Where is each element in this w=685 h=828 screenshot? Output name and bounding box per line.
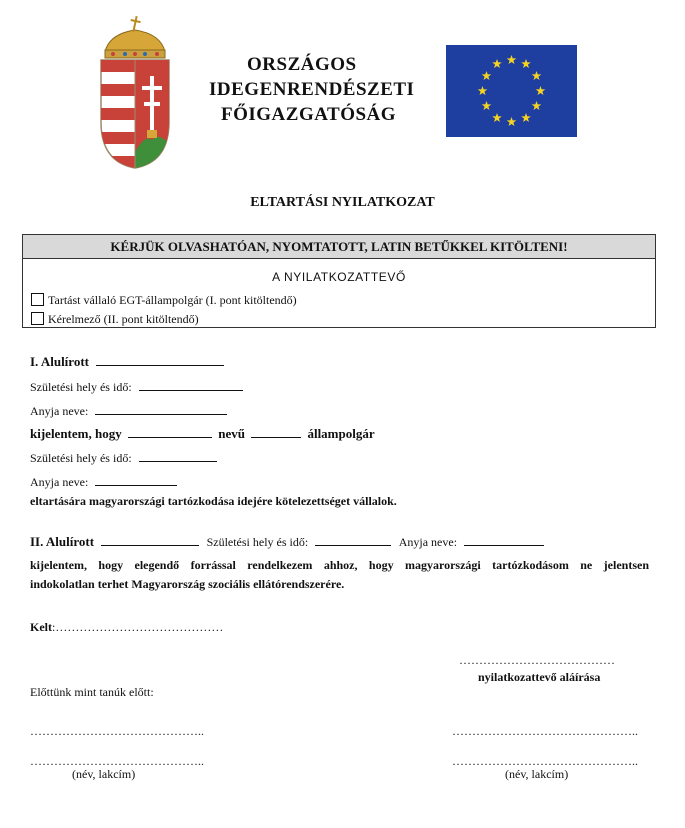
section1-signatory-line bbox=[30, 354, 224, 370]
instruction-header bbox=[23, 235, 655, 259]
section1-mother-label: Anyja neve: bbox=[30, 404, 89, 418]
kelt-date-field[interactable]: :…………………………………… bbox=[52, 620, 224, 634]
name-address-left: (név, lakcím) bbox=[72, 767, 136, 781]
section1-birth-field[interactable] bbox=[139, 379, 243, 391]
section1-mother2-field[interactable] bbox=[95, 474, 177, 486]
section2-line bbox=[30, 534, 544, 550]
section2-name-field[interactable] bbox=[101, 534, 199, 546]
section1-nationality-field[interactable] bbox=[251, 426, 301, 438]
section2-statement-line1: kijelentem, hogy elegendő forrással rendelkezem ahhoz, hogy magyarországi tartózkodásom ne jelentsen bbox=[30, 558, 649, 572]
section1-birth2-field[interactable] bbox=[139, 450, 217, 462]
section2-signatory-label: II. Alulírott bbox=[30, 534, 95, 549]
section1-name-field[interactable] bbox=[96, 354, 224, 366]
section1-closing: eltartására magyarországi tartózkodása idejére kötelezettséget vállalok. bbox=[30, 494, 397, 508]
section1-signatory-label: I. Alulírott bbox=[30, 354, 89, 369]
section1-birth-line bbox=[30, 379, 243, 395]
witness1-right-field[interactable]: ……………………………………….. bbox=[452, 724, 638, 738]
signature-dots[interactable]: ………………………………… bbox=[459, 653, 615, 667]
section1-mother2-line bbox=[30, 474, 177, 490]
witness1-left-field[interactable]: …………………………………….. bbox=[30, 724, 204, 738]
witness-label: Előttünk mint tanúk előtt: bbox=[30, 685, 154, 699]
section1-birth-label: Születési hely és idő: bbox=[30, 380, 132, 394]
instruction-box bbox=[22, 234, 656, 328]
signature-label: nyilatkozattevő aláírása bbox=[478, 670, 601, 684]
section2-mother-field[interactable] bbox=[464, 534, 544, 546]
kelt-label: Kelt bbox=[30, 620, 52, 634]
witness2-left-field[interactable]: …………………………………….. bbox=[30, 754, 204, 768]
section1-birth2-line bbox=[30, 450, 217, 466]
section1-mother2-label: Anyja neve: bbox=[30, 475, 89, 489]
option-applicant-checkbox[interactable] bbox=[31, 312, 44, 325]
section1-dependant-name-field[interactable] bbox=[128, 426, 212, 438]
eu-flag-logo bbox=[446, 45, 577, 137]
declarant-heading: A NYILATKOZATTEVŐ bbox=[272, 270, 406, 284]
option-applicant-label: Kérelmező (II. pont kitöltendő) bbox=[48, 312, 199, 326]
section2-birth-label: Születési hely és idő: bbox=[206, 535, 309, 549]
section1-declaration-line bbox=[30, 426, 375, 442]
section2-birth-field[interactable] bbox=[315, 534, 391, 546]
instruction-text: KÉRJÜK OLVASHATÓAN, NYOMTATOTT, LATIN BETŰKKEL KITÖLTENI! bbox=[110, 239, 568, 254]
witness2-right-field[interactable]: ……………………………………….. bbox=[452, 754, 638, 768]
option-applicant[interactable] bbox=[31, 312, 199, 327]
section1-declare-c: állampolgár bbox=[307, 426, 375, 441]
option-eea-citizen[interactable] bbox=[31, 293, 297, 308]
kelt-line bbox=[30, 620, 223, 635]
option-eea-citizen-label: Tartást vállaló EGT-állampolgár (I. pont kitöltendő) bbox=[48, 293, 297, 307]
section1-mother-field[interactable] bbox=[95, 403, 227, 415]
document-title: ELTARTÁSI NYILATKOZAT bbox=[250, 195, 435, 210]
section2-statement-line2: indokolatlan terhet Magyarország szociális ellátórendszerére. bbox=[30, 577, 345, 591]
agency-name-line3: FŐIGAZGATÓSÁG bbox=[221, 104, 397, 125]
coat-of-arms-logo bbox=[95, 12, 175, 172]
section1-mother-line bbox=[30, 403, 227, 419]
agency-name-line2: IDEGENRENDÉSZETI bbox=[209, 79, 415, 100]
section1-declare-b: nevű bbox=[218, 426, 245, 441]
agency-name-line1: ORSZÁGOS bbox=[247, 54, 357, 75]
section1-declare-a: kijelentem, hogy bbox=[30, 426, 122, 441]
name-address-right: (név, lakcím) bbox=[505, 767, 569, 781]
option-eea-citizen-checkbox[interactable] bbox=[31, 293, 44, 306]
section2-mother-label: Anyja neve: bbox=[398, 535, 458, 549]
section1-birth2-label: Születési hely és idő: bbox=[30, 451, 132, 465]
